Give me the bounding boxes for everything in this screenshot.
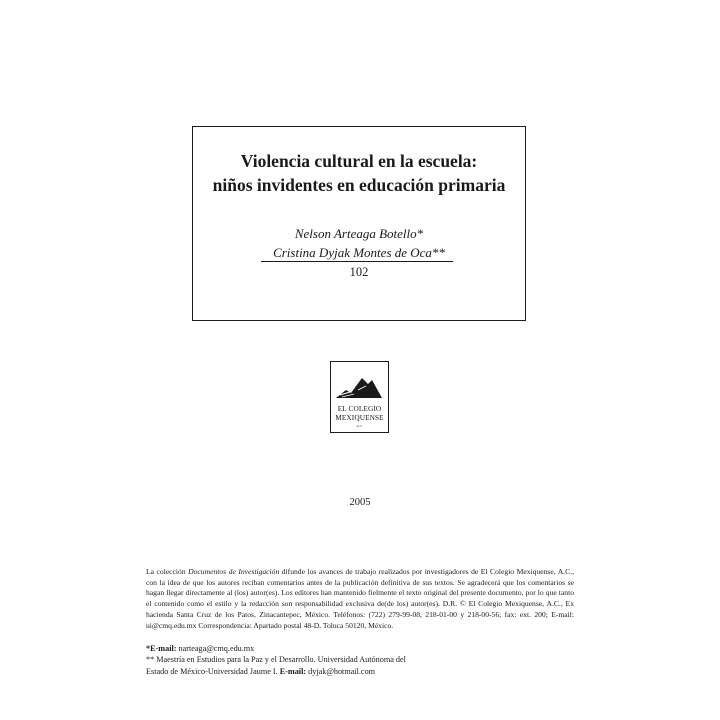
logo-wordmark — [331, 405, 388, 422]
collection-notice — [146, 567, 574, 631]
author-footnotes — [146, 643, 576, 677]
colegio-mexiquense-logo — [330, 361, 389, 433]
series-name: Documentos de Investigación — [188, 567, 280, 576]
authors — [193, 224, 525, 262]
footnote-1 — [146, 643, 576, 654]
notice-part-1: La colección — [146, 567, 189, 576]
footnote-2-affiliation: Estado de México-Universidad Jaume I. — [146, 666, 280, 676]
publication-year: 2005 — [349, 497, 371, 508]
footnote-1-email: narteaga@cmq.edu.mx — [176, 644, 255, 653]
author-2: Cristina Dyjak Montes de Oca** — [273, 245, 445, 260]
footnote-2-line-2 — [146, 666, 576, 677]
document-number: 102 — [349, 265, 369, 279]
mountains-icon — [334, 368, 384, 402]
footnote-2-email: dyjak@hotmail.com — [306, 666, 376, 676]
logo-line-2: MEXIQUENSE — [335, 412, 384, 422]
footnote-2-line-1: ** Maestría en Estudios para la Paz y el Desarrollo. Universidad Autónoma del — [146, 655, 406, 665]
title-divider — [261, 261, 453, 262]
title-line-2: niños invidentes en educación primaria — [212, 175, 506, 195]
footnote-1-label: *E-mail: — [146, 644, 177, 653]
title-line-1: Violencia cultural en la escuela: — [240, 151, 478, 171]
author-1: Nelson Arteaga Botello* — [294, 226, 424, 241]
footnote-2-label: E-mail: — [279, 666, 307, 676]
notice-part-2: difunde los avances de trabajo realizados por investigadores de El Colegio Mexiquense, A.C., con la idea de que los autores reciban comentarios antes de la publicación definitiva de sus textos. Se agradecerá que los comentarios se hagan llegar directamente al (los) autor(es). Los editores han mantenido fielmente el texto original del presente documento, por lo que tanto el contenido como el estilo y la redacción son responsabilidad exclusiva de(de los) autor(es). D.R. © El Colegio Mexiquense, A.C., Ex hacienda Santa Cruz de los Patos, Zinacantepec, México. Teléfonos: (722) 279-99-08, 218-01-00 y 218-00-56; fax: ext. 200; E-mail: ui@cmq.edu.mx Correspondencia: Apartado postal 48-D, Toluca 50120, México. — [146, 567, 574, 630]
logo-line-1: EL COLEGIO — [337, 404, 382, 413]
logo-ac: A.C. — [356, 424, 363, 428]
title-box — [192, 126, 526, 321]
document-title — [193, 149, 525, 197]
